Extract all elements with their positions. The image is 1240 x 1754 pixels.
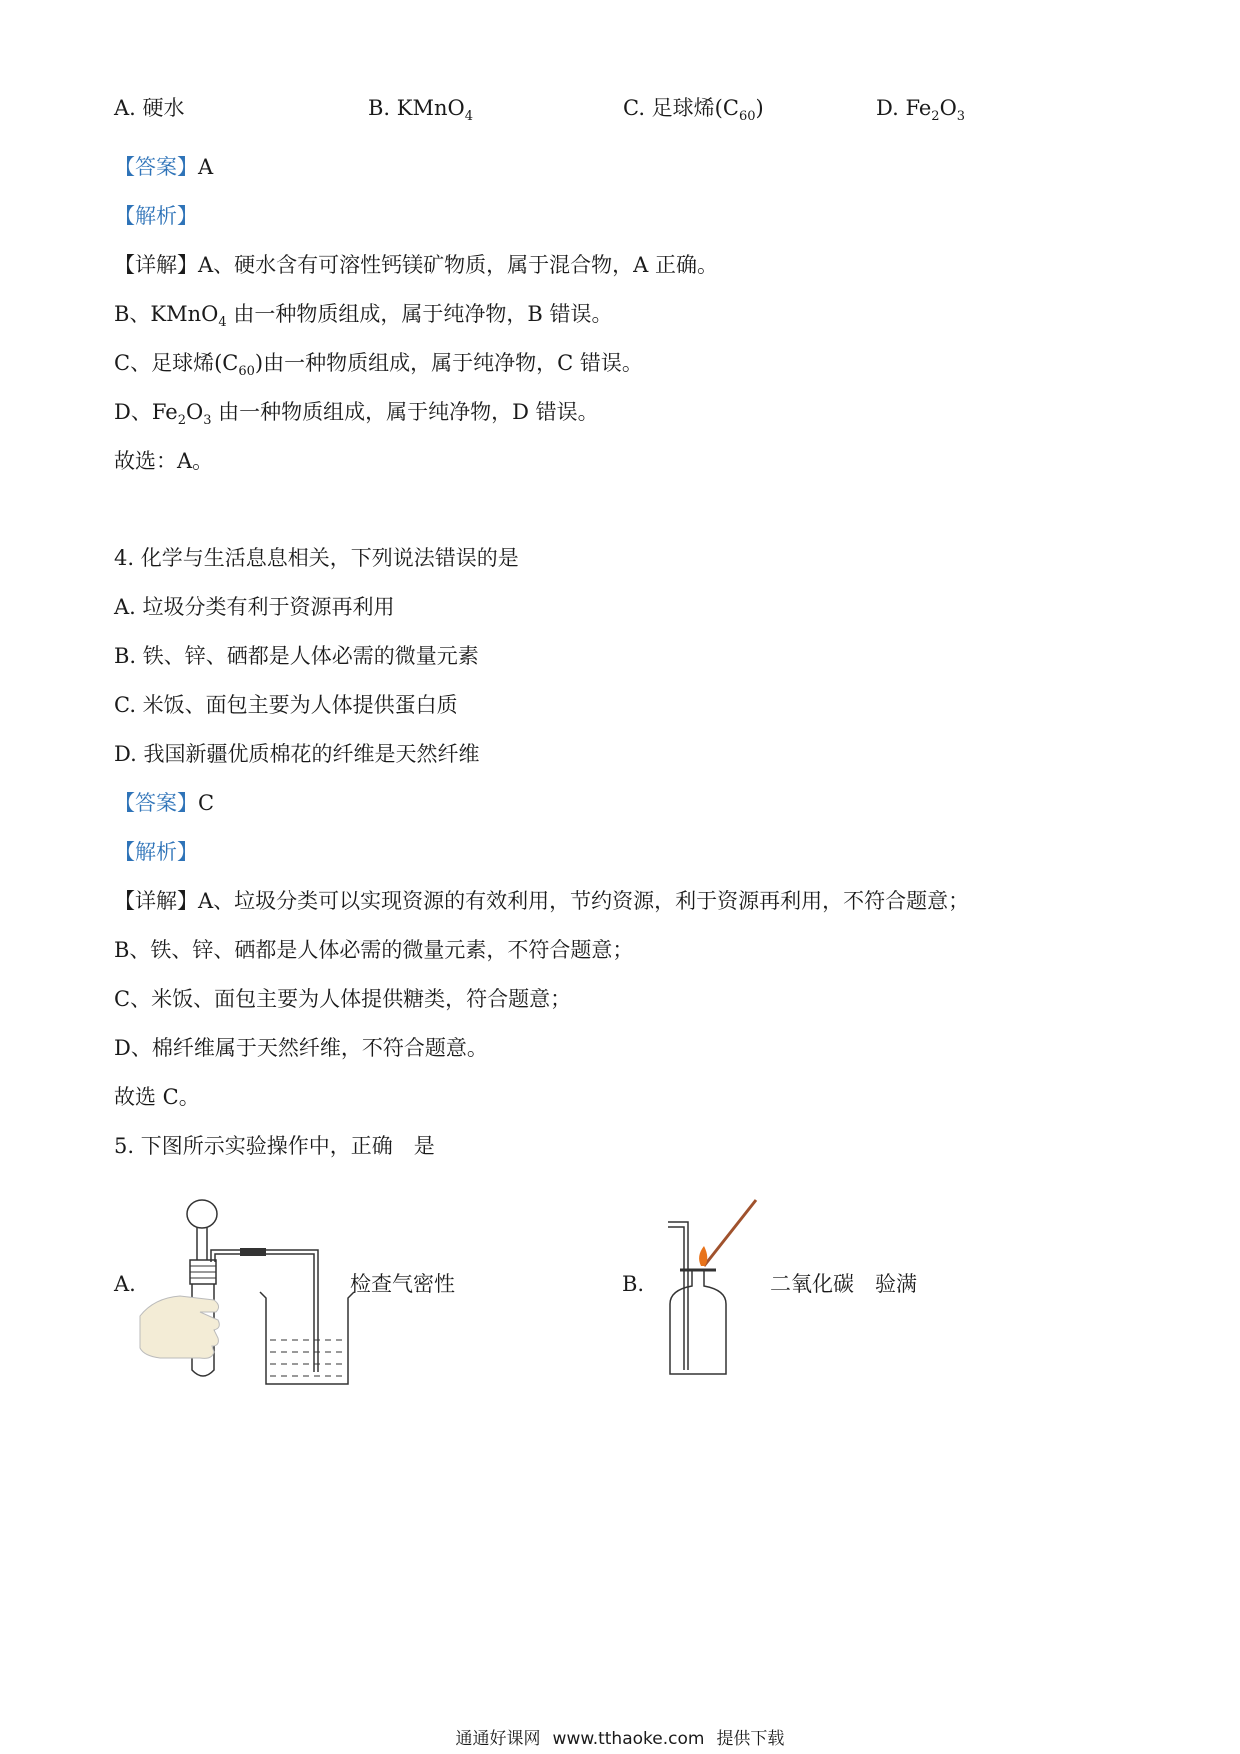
q5-option-a-letter: A. <box>114 1272 136 1296</box>
water <box>270 1340 344 1376</box>
q4-option-b: B. 铁、锌、硒都是人体必需的微量元素 <box>114 644 479 668</box>
q4-conclusion: 故选 C。 <box>114 1085 200 1109</box>
q4-detail-b: B、铁、锌、硒都是人体必需的微量元素，不符合题意； <box>114 938 634 962</box>
q4-detail-d: D、棉纤维属于天然纤维，不符合题意。 <box>114 1036 488 1060</box>
gas-tube <box>668 1222 688 1370</box>
hand <box>140 1296 219 1358</box>
burning-match <box>704 1200 756 1266</box>
q4-option-a: A. 垃圾分类有利于资源再利用 <box>114 595 395 619</box>
q3-answer <box>114 153 213 181</box>
delivery-tube <box>211 1250 318 1372</box>
q3-option-c: C. 足球烯$(C_{60})$ <box>623 96 764 125</box>
q3-detail-c: C、足球烯$(C_{60})$由一种物质组成，属于纯净物，C 错误。 <box>114 351 643 380</box>
footer <box>0 1728 1240 1750</box>
q5-option-b-letter: B. <box>622 1272 645 1296</box>
co2-full-check-figure <box>660 1200 780 1380</box>
flame <box>699 1246 707 1266</box>
funnel-bulb <box>187 1200 217 1228</box>
q3-detail-b: B、KMnO$_4$ 由一种物质组成，属于纯净物，B 错误。 <box>114 302 613 331</box>
footer-site-name: 通通好课网 <box>455 1729 541 1749</box>
airtightness-check-figure <box>140 1180 370 1390</box>
gas-bottle <box>670 1270 726 1374</box>
answer-value: C <box>198 791 215 815</box>
answer-value: A <box>198 155 214 179</box>
q4-analysis-tag: 【解析】 <box>114 840 198 864</box>
footer-url[interactable]: www.tthaoke.com <box>552 1729 705 1749</box>
footer-download: 提供下载 <box>716 1729 785 1749</box>
q5-question: 5. 下图所示实验操作中，正确 是 <box>114 1134 435 1158</box>
q3-conclusion: 故选：A。 <box>114 449 214 473</box>
q4-option-d: D. 我国新疆优质棉花的纤维是天然纤维 <box>114 742 480 766</box>
answer-tag: 【答案】 <box>114 791 198 815</box>
q4-option-c: C. 米饭、面包主要为人体提供蛋白质 <box>114 693 458 717</box>
q3-option-b: B. KMnO$_4$ <box>368 96 473 125</box>
q3-detail-a: 【详解】A、硬水含有可溶性钙镁矿物质，属于混合物，A 正确。 <box>114 253 719 277</box>
rubber-connector <box>240 1248 266 1256</box>
q3-detail-d: D、$Fe_2O_3$ 由一种物质组成，属于纯净物，D 错误。 <box>114 400 599 429</box>
q5-option-a-caption: 检查气密性 <box>350 1272 455 1296</box>
q4-answer <box>114 789 214 817</box>
beaker <box>260 1292 354 1384</box>
q3-option-a: A. 硬水 <box>114 96 185 120</box>
q4-detail-c: C、米饭、面包主要为人体提供糖类，符合题意； <box>114 987 572 1011</box>
answer-tag: 【答案】 <box>114 155 198 179</box>
q4-question: 4. 化学与生活息息相关，下列说法错误的是 <box>114 546 519 570</box>
q5-option-b-caption: 二氧化碳 验满 <box>770 1272 917 1296</box>
q4-detail-a: 【详解】A、垃圾分类可以实现资源的有效利用，节约资源，利于资源再利用，不符合题意； <box>114 889 970 913</box>
q3-option-d: D. $Fe_2O_3$ <box>876 96 966 125</box>
q3-analysis-tag: 【解析】 <box>114 204 198 228</box>
